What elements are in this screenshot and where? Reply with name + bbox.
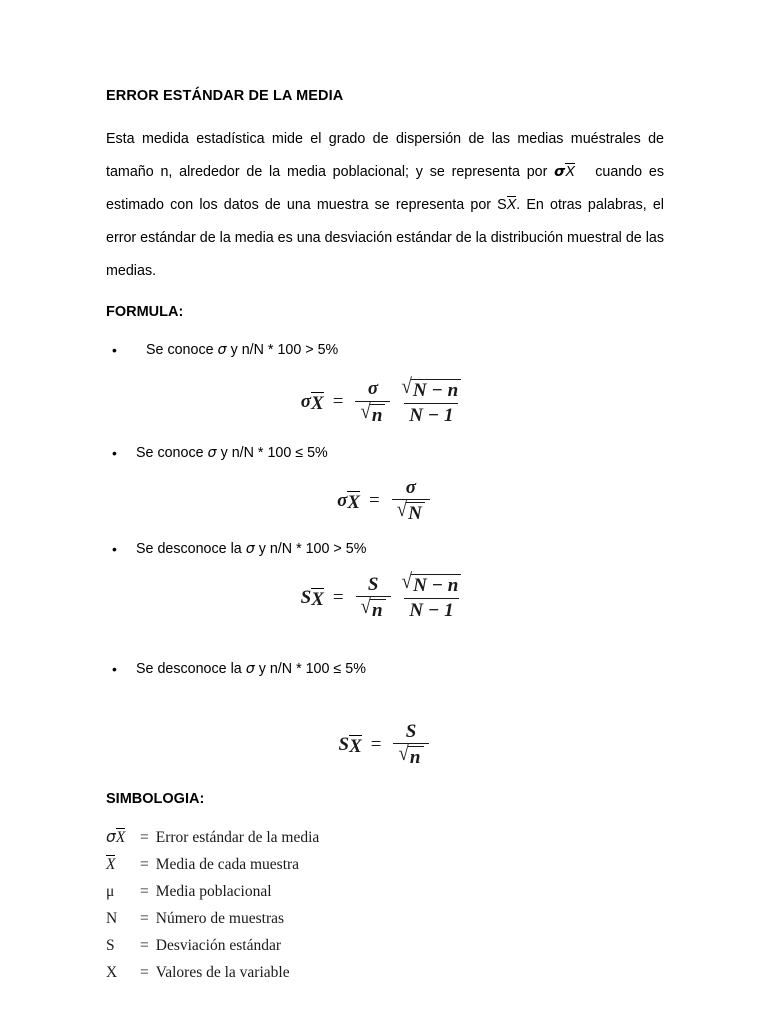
formula-3-numerator-2 [397, 570, 467, 598]
formula-1-denominator-1 [355, 401, 390, 427]
sigma-icon-2: σ [207, 445, 217, 462]
symbology-item-s [106, 932, 664, 959]
formula-1-radicand-1: n [370, 404, 386, 427]
symbology-desc-1: Error estándar de la media [155, 829, 320, 847]
formula-2-numerator-1: σ [405, 477, 416, 499]
formula-4-equals: = [370, 733, 382, 755]
formula-3-denominator-1 [356, 596, 391, 622]
formula-1-fraction-1 [355, 378, 390, 426]
formula-1-sigma: σ [300, 391, 312, 413]
x-glyph: X [106, 964, 118, 982]
formula-2-fraction-1 [392, 477, 430, 525]
sqrt-icon-2a [396, 498, 425, 525]
formula-4-numerator-1: S [405, 720, 417, 742]
s-symbol-inline: S [497, 197, 507, 214]
formula-1-xbar: X [311, 393, 324, 415]
condition-text-2-before: Se conoce [136, 445, 208, 462]
condition-item-4 [106, 659, 664, 679]
formula-2 [106, 477, 664, 525]
formula-3-s: S [300, 586, 312, 608]
bullet-icon: • [112, 445, 117, 462]
formula-4-radicand-1: n [408, 746, 424, 769]
formula-2-radicand-1: N [406, 502, 425, 525]
bullet-icon: • [112, 541, 117, 558]
formula-1-fraction-2 [396, 374, 466, 427]
sigma-icon-3: σ [245, 541, 255, 558]
formula-4-s: S [338, 733, 350, 755]
condition-item-2 [106, 443, 664, 463]
formula-3-denominator-2: N − 1 [404, 598, 458, 622]
symbology-equals-5: = [140, 937, 149, 955]
symbology-desc-2: Media de cada muestra [155, 856, 300, 874]
formula-3-radicand-2: N − n [411, 574, 461, 597]
mu-glyph: μ [106, 883, 115, 901]
bullet-icon: • [112, 341, 117, 358]
formula-3-xbar: X [311, 588, 324, 610]
symbology-key-1 [106, 824, 140, 851]
sigma-icon-4: σ [245, 660, 255, 677]
symbology-equals-1: = [140, 829, 149, 847]
condition-text-3 [136, 541, 366, 557]
condition-text-3-before: Se desconoce la [136, 541, 246, 558]
condition-text-4-before: Se desconoce la [136, 660, 246, 677]
formula-1-equals: = [332, 391, 344, 413]
symbology-key-6 [106, 959, 140, 986]
symbology-item-x [106, 959, 664, 986]
symbology-heading: SIMBOLOGIA: [106, 790, 205, 807]
symbology-key-3 [106, 878, 140, 905]
bullet-icon: • [112, 660, 117, 677]
formula-1-radicand-2: N − n [411, 379, 461, 402]
xbar-glyph-sym-2: X [106, 856, 116, 874]
symbology-desc-3: Media poblacional [155, 883, 272, 901]
document-content [106, 88, 664, 986]
formula-1-numerator-1: σ [367, 378, 379, 400]
condition-text-1-before: Se conoce [146, 341, 218, 358]
condition-text-2 [136, 445, 328, 461]
condition-text-3-after: y n/N * 100 > 5% [254, 541, 367, 558]
xbar-glyph-sym-1: X [115, 829, 126, 847]
radical-glyph: √ [360, 399, 371, 424]
symbology-equals-6: = [140, 964, 149, 982]
formula-1-lhs [301, 391, 324, 413]
condition-item-1 [106, 340, 664, 360]
condition-text-2-after: y n/N * 100 ≤ 5% [216, 445, 328, 462]
sqrt-icon-4a [398, 741, 423, 769]
sqrt-icon-1a [360, 399, 385, 427]
xbar-overline-2: X [506, 197, 517, 214]
condition-item-3 [106, 539, 664, 559]
condition-text-1 [146, 342, 338, 358]
n-glyph: N [106, 910, 118, 928]
symbology-key-2 [106, 851, 140, 878]
sqrt-icon-3b [401, 570, 462, 597]
symbology-item-sigma-xbar [106, 824, 664, 851]
intro-text-part-3: . En otras palabras, el error estándar de la media es una desviación estándar de la distribución muestral de las medias. [106, 197, 664, 280]
sigma-xbar-symbol-inline-1: σ [554, 164, 566, 181]
page-title: ERROR ESTÁNDAR DE LA MEDIA [106, 88, 344, 104]
radical-glyph: √ [401, 570, 413, 594]
radical-glyph: √ [398, 741, 409, 766]
intro-text-part-2: cuando es estimado con los datos de una muestra se representa por [106, 164, 665, 214]
formula-4 [106, 721, 664, 769]
sqrt-icon-1b [401, 374, 461, 402]
radical-glyph: √ [401, 374, 412, 399]
symbology-key-5 [106, 932, 140, 959]
symbology-item-n [106, 905, 664, 932]
formula-2-xbar: X [347, 492, 361, 514]
formula-3-equals: = [332, 586, 344, 608]
formula-1-numerator-2 [396, 374, 466, 403]
formula-2-lhs [337, 490, 360, 512]
radical-glyph: √ [396, 498, 408, 522]
sqrt-icon-3a [360, 595, 386, 622]
symbology-equals-2: = [140, 856, 149, 874]
formula-3-numerator-1: S [367, 573, 379, 595]
formula-4-xbar: X [349, 735, 362, 757]
condition-text-4 [136, 661, 366, 677]
symbology-desc-6: Valores de la variable [155, 964, 290, 982]
sigma-icon-1: σ [217, 341, 227, 358]
sigma-glyph-sym-1: σ [106, 828, 116, 847]
formula-heading: FORMULA: [106, 304, 184, 321]
symbology-list [106, 824, 664, 986]
intro-paragraph [106, 123, 664, 288]
formula-2-equals: = [369, 490, 380, 512]
symbology-desc-4: Número de muestras [155, 910, 285, 928]
intro-text-part-1: Esta medida estadística mide el grado de dispersión de las medias muéstrales de tamaño n, alrededor de la media poblacional; y se representa por [106, 131, 664, 181]
formula-2-denominator-1 [392, 499, 430, 525]
formula-4-fraction-1 [393, 721, 428, 769]
symbology-item-mu [106, 878, 664, 905]
formula-3-radicand-1: n [370, 599, 386, 622]
formula-1 [106, 374, 664, 427]
symbology-equals-3: = [140, 883, 149, 901]
symbology-equals-4: = [140, 910, 149, 928]
condition-text-1-after: y n/N * 100 > 5% [226, 341, 339, 358]
condition-text-4-after: y n/N * 100 ≤ 5% [254, 660, 366, 677]
formula-3 [106, 570, 664, 622]
formula-3-lhs [301, 587, 324, 609]
formula-3-fraction-1 [356, 574, 391, 622]
formula-2-sigma: σ [337, 490, 348, 512]
symbology-desc-5: Desviación estándar [155, 937, 281, 955]
s-glyph: S [106, 937, 115, 955]
formula-3-fraction-2 [397, 570, 467, 622]
formula-4-denominator-1 [393, 743, 428, 769]
symbology-item-xbar [106, 851, 664, 878]
formula-4-lhs [339, 734, 362, 756]
xbar-overline-1: X [565, 164, 575, 181]
radical-glyph: √ [360, 595, 372, 619]
symbology-key-4 [106, 905, 140, 932]
formula-1-denominator-2: N − 1 [404, 403, 458, 427]
